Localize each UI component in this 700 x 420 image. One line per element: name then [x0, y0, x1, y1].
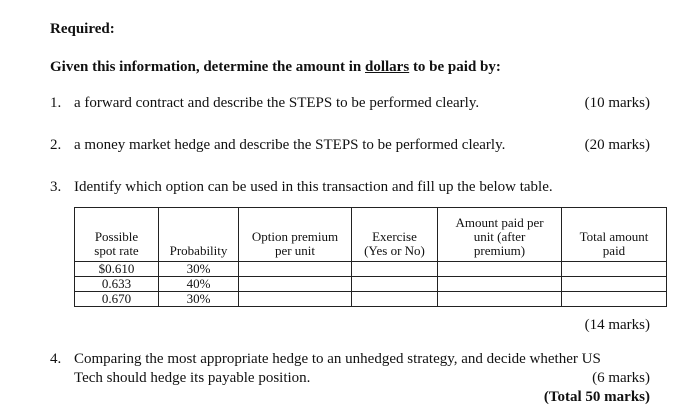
cell-probability: 30%: [159, 262, 239, 277]
table-header-row: [75, 208, 667, 262]
question-4-marks: (6 marks): [592, 370, 650, 386]
heading: Required:: [50, 21, 115, 37]
header-option-premium: Option premium per unit: [239, 208, 352, 262]
cell-total-amount[interactable]: [562, 292, 667, 307]
question-4-number: 4.: [50, 351, 62, 367]
cell-probability: 30%: [159, 292, 239, 307]
cell-option-premium[interactable]: [239, 292, 352, 307]
cell-amount-paid[interactable]: [438, 262, 562, 277]
header-amount-paid: Amount paid per unit (after premium): [438, 208, 562, 262]
question-3-number: 3.: [50, 179, 62, 195]
header-exercise: Exercise (Yes or No): [352, 208, 438, 262]
cell-exercise[interactable]: [352, 277, 438, 292]
cell-exercise[interactable]: [352, 262, 438, 277]
cell-spot-rate: 0.633: [75, 277, 159, 292]
cell-amount-paid[interactable]: [438, 277, 562, 292]
question-3-marks: (14 marks): [584, 317, 650, 333]
question-2-marks: (20 marks): [584, 137, 650, 153]
table-row: [75, 292, 667, 307]
question-1-text: a forward contract and describe the STEPS to be performed clearly.: [74, 95, 480, 111]
cell-total-amount[interactable]: [562, 262, 667, 277]
intro-underlined: dollars: [365, 59, 410, 75]
table-row: [75, 277, 667, 292]
cell-amount-paid[interactable]: [438, 292, 562, 307]
question-4-line-1: Comparing the most appropriate hedge to an unhedged strategy, and decide whether US: [74, 351, 601, 367]
cell-probability: 40%: [159, 277, 239, 292]
header-spot-rate: Possible spot rate: [75, 208, 159, 262]
cell-spot-rate: $0.610: [75, 262, 159, 277]
cell-spot-rate: 0.670: [75, 292, 159, 307]
question-2-number: 2.: [50, 137, 62, 153]
table-row: [75, 262, 667, 277]
intro-before: Given this information, determine the amount in: [50, 59, 365, 75]
total-marks: (Total 50 marks): [543, 389, 650, 405]
cell-option-premium[interactable]: [239, 277, 352, 292]
question-1-marks: (10 marks): [584, 95, 650, 111]
intro-after: to be paid by:: [409, 59, 501, 75]
question-1-number: 1.: [50, 95, 62, 111]
cell-total-amount[interactable]: [562, 277, 667, 292]
header-probability: Probability: [159, 208, 239, 262]
question-4-line-2: Tech should hedge its payable position.: [74, 370, 311, 386]
header-total-amount: Total amount paid: [562, 208, 667, 262]
cell-exercise[interactable]: [352, 292, 438, 307]
options-table: [74, 207, 667, 307]
cell-option-premium[interactable]: [239, 262, 352, 277]
question-2-text: a money market hedge and describe the STEPS to be performed clearly.: [74, 137, 506, 153]
question-3-text: Identify which option can be used in this transaction and fill up the below table.: [74, 179, 553, 195]
intro-text: [50, 59, 501, 76]
